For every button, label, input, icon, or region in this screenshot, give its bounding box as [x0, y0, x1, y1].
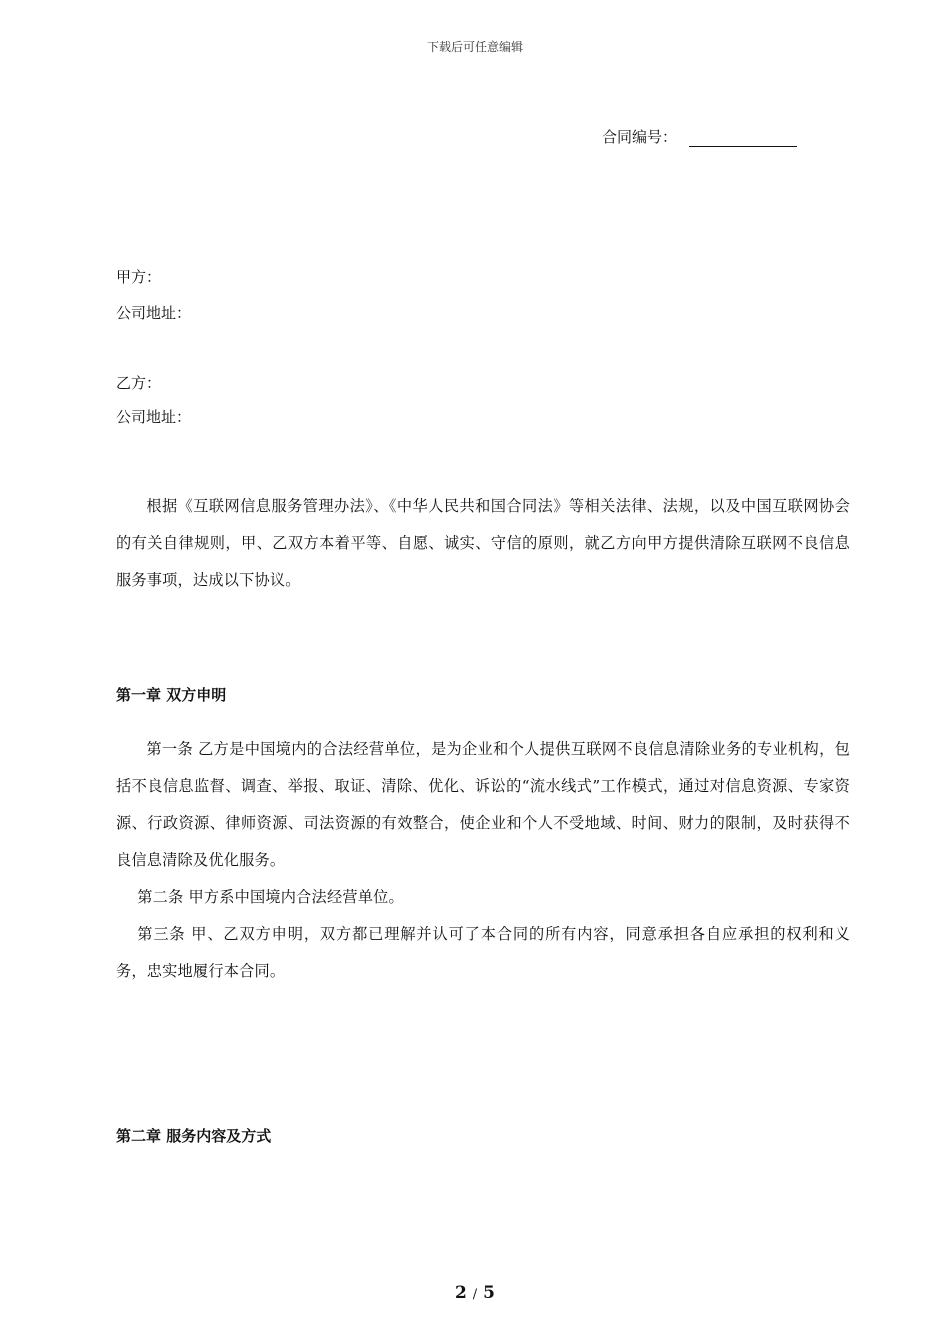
- page-number-total: 5: [483, 1283, 495, 1303]
- header-note: 下载后可任意编辑: [426, 40, 523, 54]
- contract-number-blank: [689, 128, 797, 147]
- intro-paragraph: 根据《互联网信息服务管理办法》、《中华人民共和国合同法》等相关法律、法规，以及中国互联网协会的有关自律规则，甲、乙双方本着平等、自愿、诚实、守信的原则，就乙方向甲方提供清除互联网不良信息服务事项，达成以下协议。: [116, 497, 850, 589]
- page-number-current: 2: [455, 1283, 467, 1303]
- party-a-label: 甲方：: [116, 268, 162, 286]
- contract-number: [602, 126, 797, 147]
- chapter-2-title: 第二章 服务内容及方式: [116, 1127, 272, 1145]
- party-b-address-label: 公司地址：: [116, 408, 192, 426]
- article-2: 第二条 甲方系中国境内合法经营单位。: [137, 888, 404, 906]
- page-number-separator: /: [472, 1287, 478, 1302]
- contract-number-label: 合同编号：: [602, 128, 678, 146]
- party-b-label: 乙方：: [116, 374, 162, 392]
- chapter-1-title: 第一章 双方申明: [116, 686, 227, 704]
- article-1: 第一条 乙方是中国境内的合法经营单位，是为企业和个人提供互联网不良信息清除业务的专业机构，包括不良信息监督、调查、举报、取证、清除、优化、诉讼的“流水线式”工作模式，通过对信息资源、专家资源、行政资源、律师资源、司法资源的有效整合，使企业和个人不受地域、时间、财力的限制，及时获得不良信息清除及优化服务。: [116, 740, 850, 869]
- page-number: [0, 1283, 950, 1303]
- article-3: 第三条 甲、乙双方申明，双方都已理解并认可了本合同的所有内容，同意承担各自应承担的权利和义务，忠实地履行本合同。: [116, 925, 850, 980]
- party-a-address-label: 公司地址：: [116, 304, 192, 322]
